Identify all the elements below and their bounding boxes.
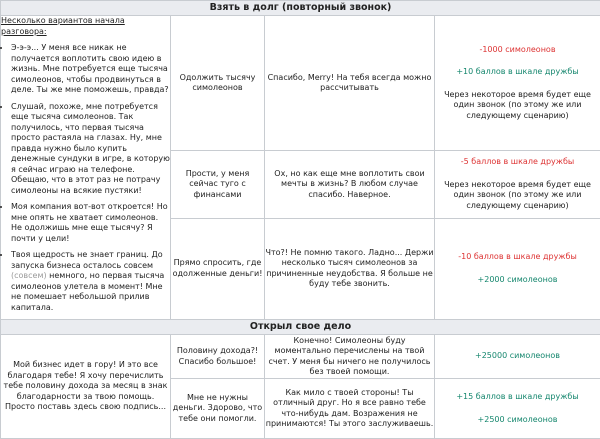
response-option: Мне не нужны деньги. Здорово, что тебе они помогли. <box>171 379 265 439</box>
result-cell <box>435 218 600 319</box>
result-cell <box>435 16 600 151</box>
section-header-business: Открыл свое дело <box>1 320 600 335</box>
friendship-change: -10 баллов в шкале дружбы <box>435 252 600 263</box>
friendship-change: -5 баллов в шкале дружбы <box>435 157 600 168</box>
reaction-text: Что?! Не помню такого. Ладно... Держи несколько тысяч симолеонов за причиненные неудобства. Я больше не буду тебе звонить. <box>265 218 435 319</box>
money-change: -1000 симолеонов <box>435 45 600 56</box>
result-cell <box>435 379 600 439</box>
money-change: +25000 симолеонов <box>435 351 600 362</box>
reaction-text: Конечно! Симолеоны буду моментально перечислены на твой счет. У меня бы ничего не получилось без твоей помощи. <box>265 335 435 379</box>
result-note: Через некоторое время будет еще один звонок (по этому же или следующему сценарию) <box>435 90 600 122</box>
money-change: +2500 симолеонов <box>435 415 600 426</box>
intro-cell: Мой бизнес идет в гору! И это все благодаря тебе! Я хочу перечислить тебе половину дохода за месяц в знак благодарности за твою помощь. Просто поставь здесь свою подпись... <box>1 335 171 439</box>
response-option: Прямо спросить, где одолженные деньги! <box>171 218 265 319</box>
list-item: • Слушай, похоже, мне потребуется еще тысяча симолеонов. Так получилось, что первая тысяча просто растаяла на глазах. Ну, мне правда нужно было купить денежные сундуки в игре, в которую я сейчас играю на телефоне. Обещаю, что в этот раз не потрачу симолеоны на всякие пустяки! <box>11 102 170 197</box>
list-item: • Твоя щедрость не знает границ. До запуска бизнеса осталось совсем (совсем) немного, но первая тысяча симолеонов улетела в момент! Мне не помешает небольшой прилив капитала. <box>11 250 170 313</box>
section-header-borrow: Взять в долг (повторный звонок) <box>1 1 600 16</box>
money-change: +2000 симолеонов <box>435 275 600 286</box>
response-option: Половину дохода?! Спасибо большое! <box>171 335 265 379</box>
friendship-change: +15 баллов в шкале дружбы <box>435 392 600 403</box>
response-option: Одолжить тысячу симолеонов <box>171 16 265 151</box>
result-cell <box>435 151 600 219</box>
result-cell <box>435 335 600 379</box>
list-item: • Э-э-э... У меня все никак не получается воплотить свою идею в жизнь. Мне потребуется еще тысяча симолеонов, чтобы продвинуться в деле. Ты же мне поможешь, правда? <box>11 43 170 96</box>
reaction-text: Ох, но как еще мне воплотить свои мечты в жизнь? В любом случае спасибо. Наверное. <box>265 151 435 219</box>
intro-cell <box>1 16 171 320</box>
result-note: Через некоторое время будет еще один звонок (по этому же или следующему сценарию) <box>435 180 600 212</box>
friendship-change: +10 баллов в шкале дружбы <box>435 67 600 78</box>
intro-title: Несколько вариантов начала разговора: <box>1 16 170 37</box>
response-option: Прости, у меня сейчас туго с финансами <box>171 151 265 219</box>
intro-bullets <box>1 43 170 313</box>
reaction-text: Спасибо, Merry! На тебя всегда можно рассчитывать <box>265 16 435 151</box>
list-item: • Моя компания вот-вот откроется! Но мне опять не хватает симолеонов. Не одолжишь мне еще тысячу? Я почти у цели! <box>11 202 170 244</box>
reaction-text: Как мило с твоей стороны! Ты отличный друг. Но я все равно тебе что-нибудь дам. Возражения не принимаются! Ты этого заслуживаешь. <box>265 379 435 439</box>
muted-text: (совсем) <box>11 271 47 280</box>
